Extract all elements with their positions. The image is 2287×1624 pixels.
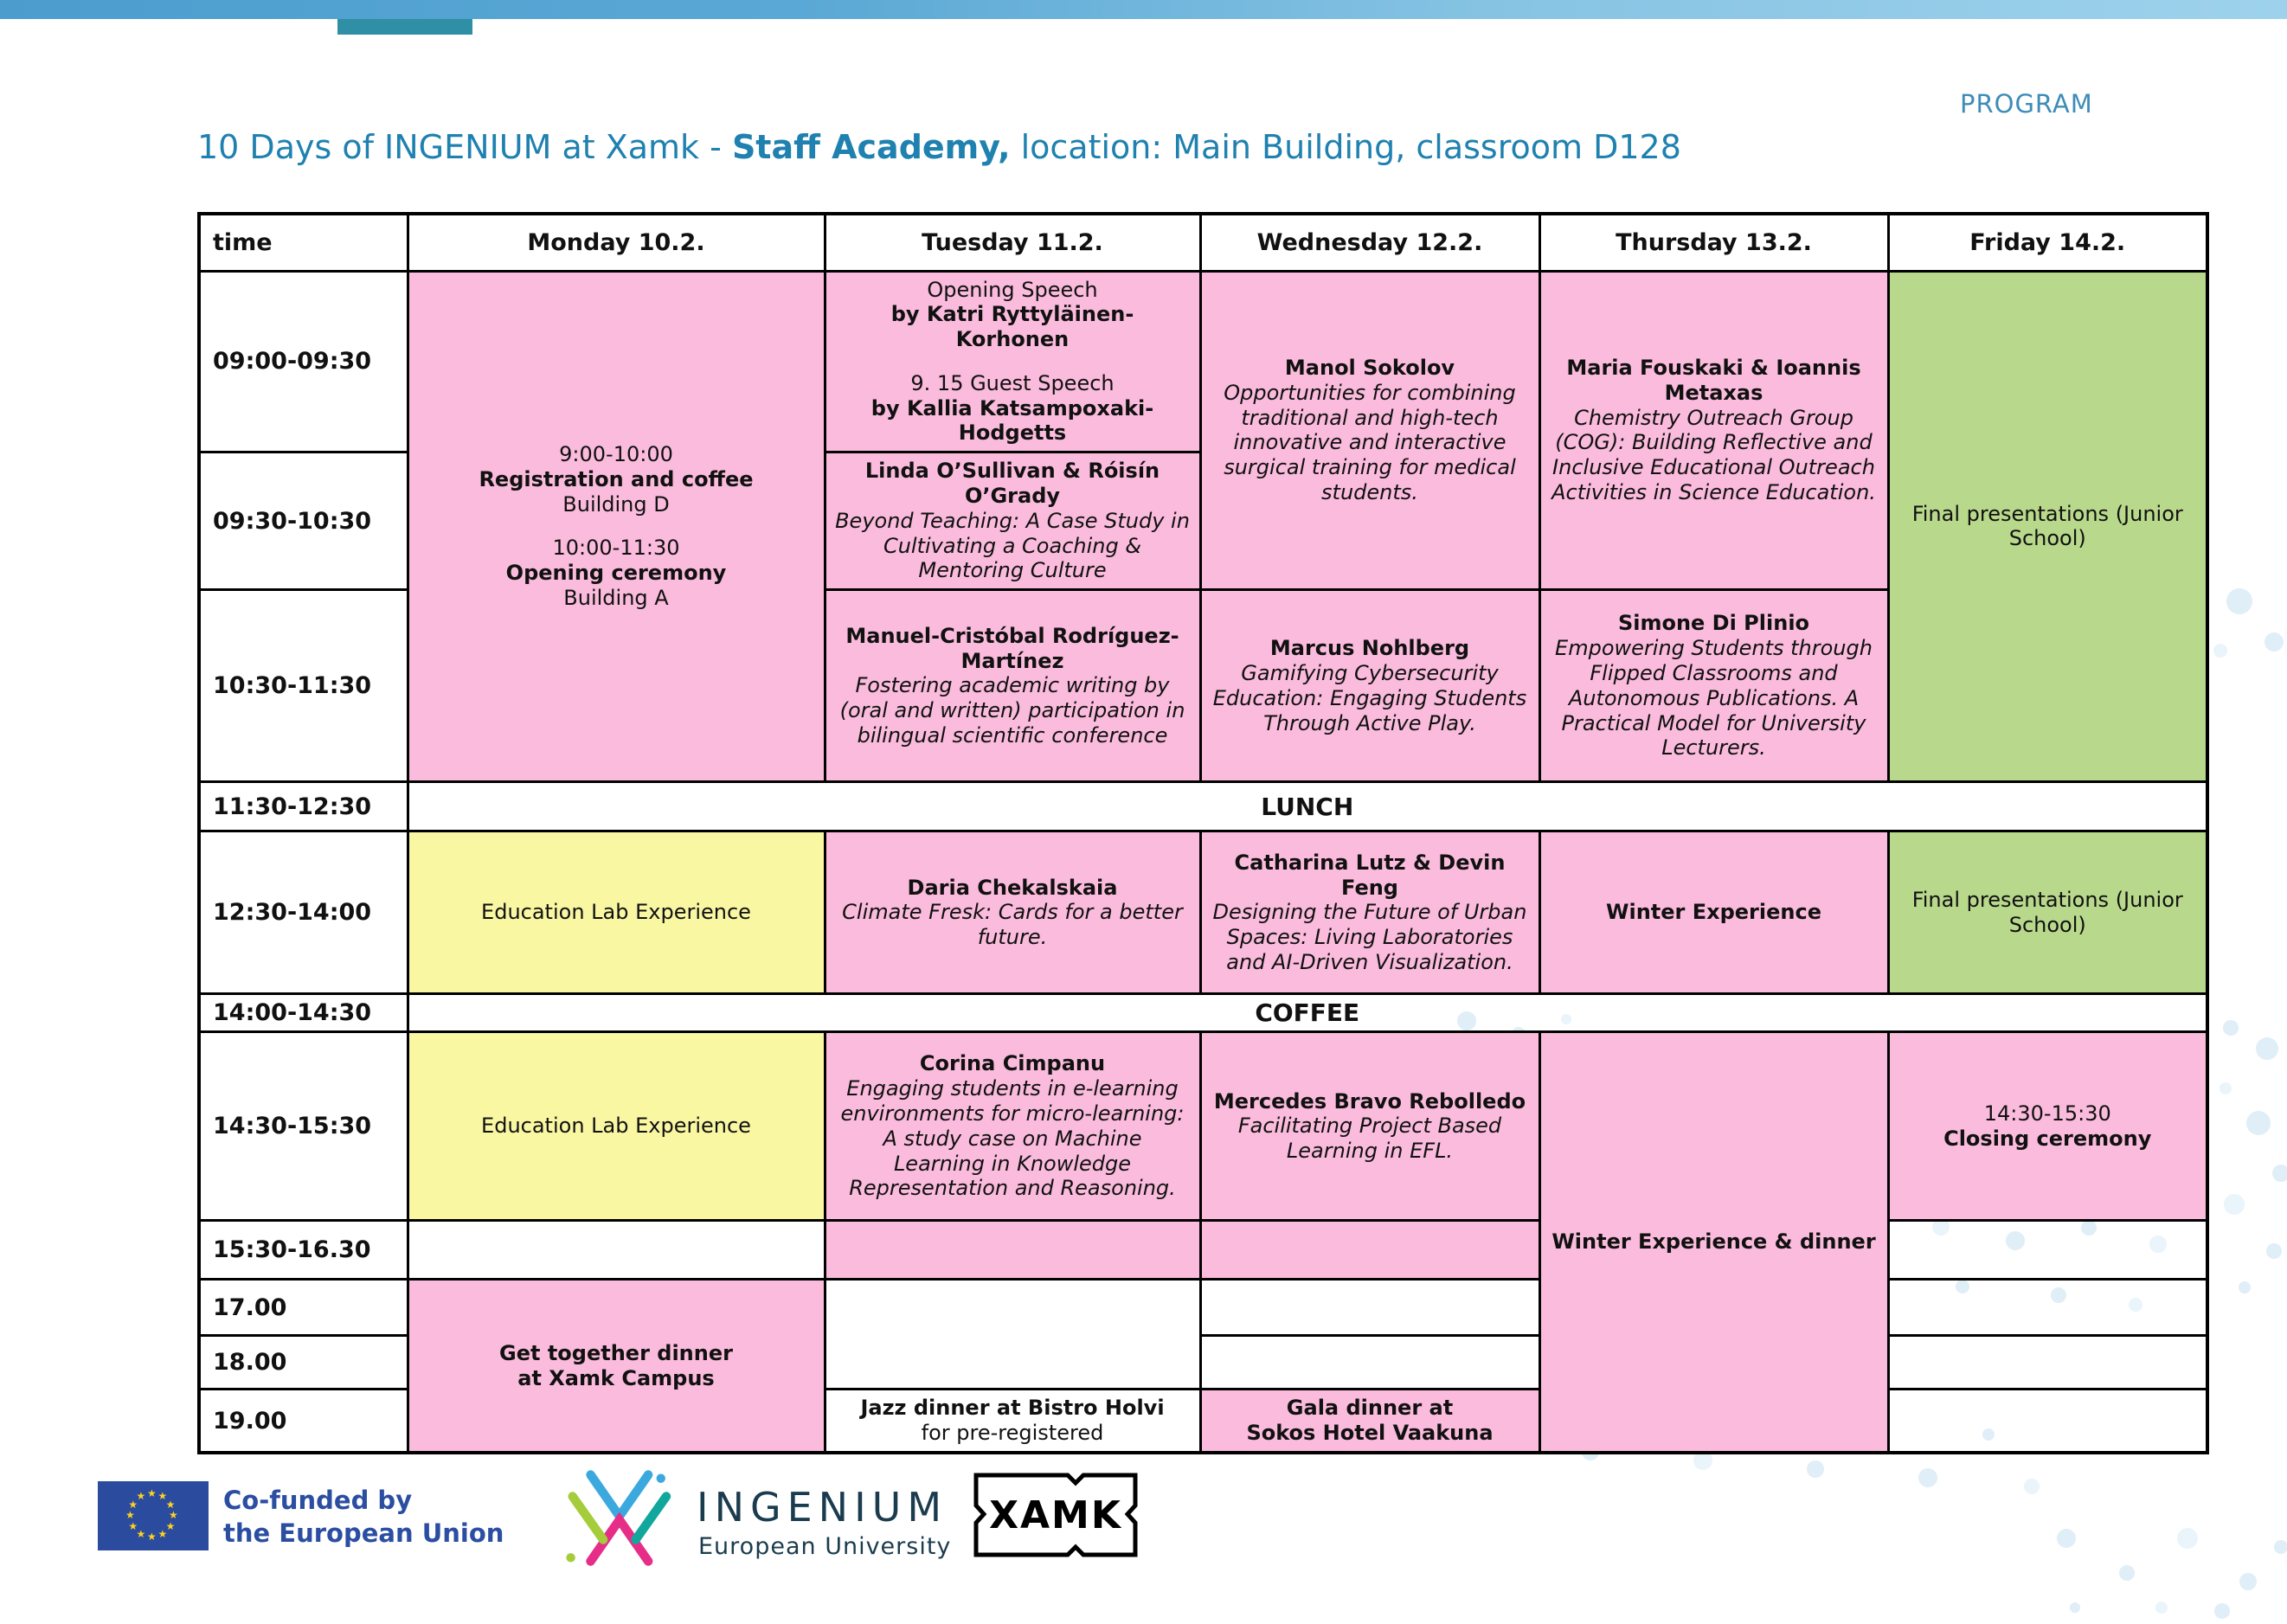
- dinner-line: Sokos Hotel Vaakuna: [1246, 1421, 1494, 1446]
- cell-wednesday-1430: [1200, 1032, 1539, 1221]
- eu-star-icon: ★: [157, 1490, 168, 1503]
- slot-place: Building D: [562, 491, 670, 517]
- page-title: [197, 128, 1681, 166]
- session-speaker: Daria Chekalskaia: [907, 875, 1118, 900]
- session-topic: Engaging students in e-learning environments for micro-learning: A study case on Machine Learning in Knowledge Representation and Reasoning.: [840, 1076, 1185, 1201]
- cell-friday-1800-empty: [1888, 1336, 2207, 1390]
- page-title-academy: Staff Academy,: [731, 128, 1011, 166]
- cell-thursday-1230: [1539, 831, 1888, 994]
- cell-thursday-1030: [1539, 590, 1888, 782]
- eu-star-icon: ★: [136, 1490, 146, 1503]
- session-label: Final presentations (Junior School): [1911, 887, 2183, 937]
- page-title-prefix: 10 Days of INGENIUM at Xamk -: [197, 128, 732, 166]
- cell-wednesday-1800-empty: [1200, 1336, 1539, 1390]
- slot-title: Registration and coffee: [479, 466, 754, 491]
- eu-flag: [98, 1481, 209, 1550]
- slot-time: 14:30-15:30: [1983, 1101, 2111, 1126]
- slot-place: Building A: [563, 585, 669, 610]
- session-topic: Empowering Students through Flipped Classrooms and Autonomous Publications. A Practical Model for University Lecturers.: [1555, 636, 1873, 761]
- session-speaker: Corina Cimpanu: [919, 1051, 1106, 1076]
- session-speaker: Mercedes Bravo Rebolledo: [1213, 1088, 1526, 1114]
- session-speaker: Simone Di Plinio: [1617, 611, 1810, 636]
- cell-tuesday-1430: [825, 1032, 1200, 1221]
- session-topic: Beyond Teaching: A Case Study in Cultivating a Coaching & Mentoring Culture: [835, 508, 1190, 583]
- session-label: Final presentations (Junior School): [1911, 501, 2183, 551]
- dinner-note: for pre-registered: [921, 1421, 1104, 1446]
- cell-monday-1430: [408, 1032, 825, 1221]
- slot-time: 9:00-10:00: [559, 441, 673, 466]
- cell-wednesday-1700-empty: [1200, 1280, 1539, 1336]
- ingenium-subtitle: European University: [698, 1533, 952, 1560]
- eu-text-line: the European Union: [223, 1518, 504, 1548]
- cell-tuesday-1700-empty: [825, 1280, 1200, 1390]
- time-1430: 14:30-15:30: [199, 1032, 408, 1221]
- time-1530: 15:30-16.30: [199, 1221, 408, 1280]
- session-topic: Designing the Future of Urban Spaces: Living Laboratories and AI-Driven Visualization.: [1212, 900, 1527, 974]
- time-column-header: time: [199, 214, 408, 271]
- day-header-tuesday: Tuesday 11.2.: [825, 214, 1200, 271]
- cell-friday-1430: [1888, 1032, 2207, 1221]
- decor-dot: [2266, 1243, 2282, 1259]
- session-label: Closing ceremony: [1943, 1126, 2152, 1151]
- cell-friday-1900-empty: [1888, 1390, 2207, 1453]
- session-speaker: Linda O’Sullivan & Róisín O’Grady: [864, 459, 1160, 509]
- session-topic: Fostering academic writing by (oral and written) participation in bilingual scientific conference: [839, 673, 1185, 748]
- spacer: [418, 517, 815, 536]
- decor-dot: [2224, 1194, 2245, 1215]
- eu-star-icon: ★: [157, 1527, 168, 1540]
- cell-tuesday-1030: [825, 590, 1200, 782]
- decor-dot: [2256, 1037, 2278, 1060]
- decor-dot: [2220, 1082, 2232, 1094]
- session-speaker: Catharina Lutz & Devin Feng: [1234, 850, 1506, 900]
- ingenium-wordmark: INGENIUM: [697, 1484, 948, 1531]
- decor-dot: [2226, 588, 2252, 614]
- session-speaker: Marcus Nohlberg: [1269, 636, 1470, 661]
- eu-star-icon: ★: [128, 1498, 138, 1511]
- session-speaker: Manuel-Cristóbal Rodríguez-Martínez: [845, 623, 1179, 673]
- eu-star-icon: ★: [136, 1527, 146, 1540]
- cell-monday-1530-empty: [408, 1221, 825, 1280]
- time-1800: 18.00: [199, 1336, 408, 1390]
- dinner-line: Jazz dinner at Bistro Holvi: [860, 1396, 1165, 1421]
- cell-wednesday-1230: [1200, 831, 1539, 994]
- decor-dot: [2274, 1540, 2287, 1554]
- decor-dot: [2239, 1573, 2257, 1590]
- cell-friday-1700-empty: [1888, 1280, 2207, 1336]
- cell-monday-morning: [408, 271, 825, 782]
- cell-thursday-afternoon: [1539, 1032, 1888, 1453]
- time-1030: 10:30-11:30: [199, 590, 408, 782]
- session-topic: Opportunities for combining traditional and high-tech innovative and interactive surgical training for medical students.: [1224, 380, 1516, 504]
- time-1230: 12:30-14:00: [199, 831, 408, 994]
- day-header-thursday: Thursday 13.2.: [1539, 214, 1888, 271]
- program-label: PROGRAM: [1960, 89, 2093, 119]
- time-1400: 14:00-14:30: [199, 994, 408, 1032]
- time-1130: 11:30-12:30: [199, 782, 408, 831]
- eu-star-icon: ★: [147, 1487, 157, 1499]
- cell-wednesday-0900: [1200, 271, 1539, 590]
- cell-tuesday-0930: [825, 453, 1200, 590]
- session-label: Winter Experience & dinner: [1551, 1229, 1876, 1255]
- time-1900: 19.00: [199, 1390, 408, 1453]
- decor-dot: [2070, 1602, 2080, 1613]
- cell-friday-morning: [1888, 271, 2207, 782]
- session-speaker: by Kallia Katsampoxaki-Hodgetts: [870, 395, 1154, 446]
- eu-star-icon: ★: [128, 1519, 138, 1532]
- dinner-line: at Xamk Campus: [517, 1365, 715, 1390]
- eu-star-icon: ★: [169, 1509, 178, 1521]
- session-topic: Gamifying Cybersecurity Education: Engaging Students Through Active Play.: [1212, 660, 1527, 735]
- cell-wednesday-1900: [1200, 1390, 1539, 1453]
- day-header-friday: Friday 14.2.: [1888, 214, 2207, 271]
- spacer: [835, 352, 1191, 371]
- cell-wednesday-1030: [1200, 590, 1539, 782]
- decor-dot: [2057, 1529, 2076, 1548]
- dinner-line: Get together dinner: [499, 1340, 733, 1365]
- slot-title: Opening ceremony: [505, 561, 727, 586]
- cell-thursday-0900: [1539, 271, 1888, 590]
- xamk-wordmark: XAMK: [989, 1493, 1122, 1537]
- eu-text-line: Co-funded by: [223, 1486, 413, 1515]
- cell-tuesday-1900: [825, 1390, 1200, 1453]
- cell-wednesday-1530-empty: [1200, 1221, 1539, 1280]
- eu-star-icon: ★: [165, 1519, 176, 1532]
- decor-dot: [2265, 632, 2284, 652]
- decor-dot: [2213, 644, 2227, 658]
- session-topic: Chemistry Outreach Group (COG): Building Reflective and Inclusive Educational Outreach Activities in Science Education.: [1551, 405, 1876, 504]
- time-1700: 17.00: [199, 1280, 408, 1336]
- decor-dot: [2246, 1111, 2271, 1135]
- eu-star-icon: ★: [125, 1509, 135, 1521]
- session-speaker: Manol Sokolov: [1284, 355, 1455, 380]
- decor-dot: [1807, 1460, 1824, 1478]
- top-decoration-bar: [0, 0, 2287, 19]
- page-title-location: location: Main Building, classroom D128: [1010, 128, 1681, 166]
- decor-dot: [2119, 1565, 2135, 1581]
- cell-friday-1230: [1888, 831, 2207, 994]
- session-label: Education Lab Experience: [481, 900, 751, 925]
- schedule-table: [197, 212, 2209, 1454]
- cell-monday-evening: [408, 1280, 825, 1453]
- dinner-line: Gala dinner at: [1286, 1396, 1454, 1421]
- lunch-banner: LUNCH: [408, 782, 2207, 831]
- cell-tuesday-1230: [825, 831, 1200, 994]
- ingenium-logo-icon: [558, 1464, 688, 1572]
- day-header-monday: Monday 10.2.: [408, 214, 825, 271]
- session-speaker: Maria Fouskaki & Ioannis Metaxas: [1566, 355, 1861, 405]
- time-0930: 09:30-10:30: [199, 453, 408, 590]
- day-header-wednesday: Wednesday 12.2.: [1200, 214, 1539, 271]
- decor-dot: [2239, 1281, 2251, 1293]
- cell-tuesday-0900: [825, 271, 1200, 453]
- session-speaker: by Katri Ryttyläinen-Korhonen: [890, 302, 1134, 352]
- session-line: 9. 15 Guest Speech: [910, 370, 1115, 395]
- time-0900: 09:00-09:30: [199, 271, 408, 453]
- cell-monday-1230: [408, 831, 825, 994]
- session-label: Winter Experience: [1606, 900, 1821, 925]
- session-topic: Facilitating Project Based Learning in EFL.: [1237, 1114, 1502, 1164]
- decor-dot: [1918, 1468, 1937, 1487]
- decor-dot: [2272, 1165, 2287, 1182]
- slot-time: 10:00-11:30: [552, 536, 680, 561]
- session-label: Education Lab Experience: [481, 1114, 751, 1139]
- session-topic: Climate Fresk: Cards for a better future.: [842, 900, 1183, 950]
- eu-star-icon: ★: [147, 1531, 157, 1543]
- session-line: Opening Speech: [927, 277, 1098, 302]
- eu-star-icon: ★: [165, 1498, 176, 1511]
- decor-dot: [2214, 1603, 2230, 1619]
- decor-dot: [2223, 1020, 2239, 1036]
- eu-cofunded-text: [223, 1485, 504, 1550]
- decor-dot: [2155, 1602, 2168, 1614]
- top-accent-bar: [337, 19, 472, 35]
- cell-tuesday-1530-empty: [825, 1221, 1200, 1280]
- decor-dot: [2177, 1528, 2198, 1549]
- xamk-logo: [969, 1468, 1142, 1562]
- coffee-banner: COFFEE: [408, 994, 2207, 1032]
- cell-friday-1530-empty: [1888, 1221, 2207, 1280]
- decor-dot: [2024, 1479, 2040, 1494]
